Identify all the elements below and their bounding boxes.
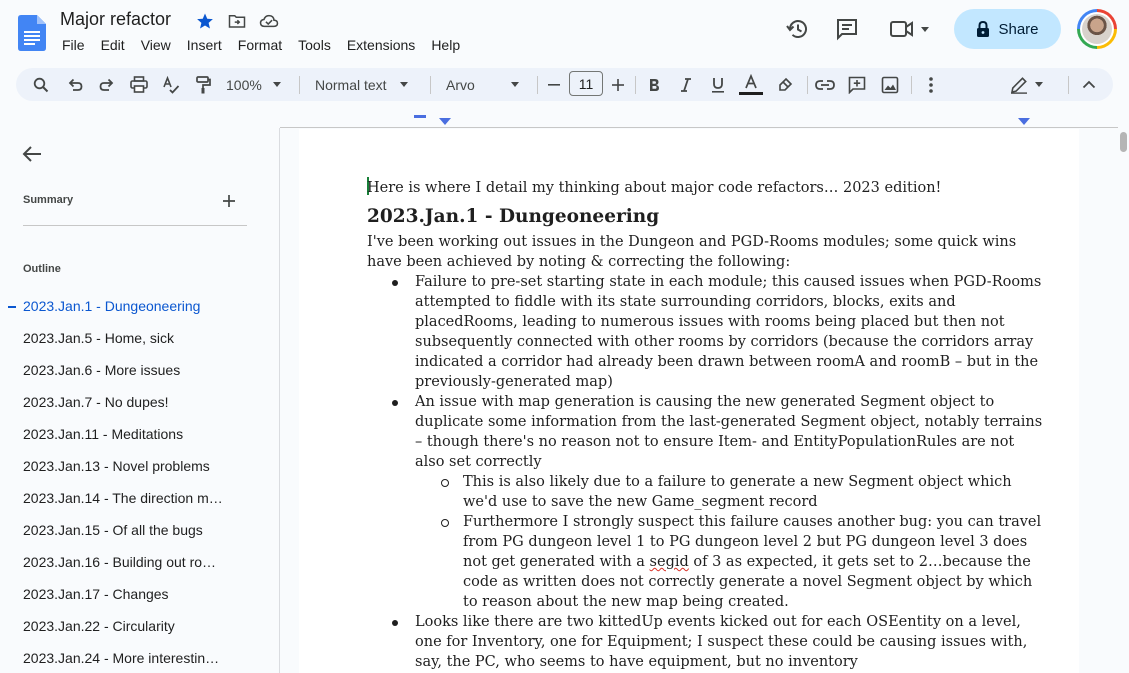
italic-icon[interactable] — [675, 68, 697, 101]
body-paragraph[interactable]: I've been working out issues in the Dungeon and PGD-Rooms modules; some quick wins have been achieved by noting & correcting the following: — [367, 234, 1017, 270]
redo-icon[interactable] — [96, 68, 118, 101]
editing-mode-icon[interactable] — [1006, 68, 1046, 101]
menu-bar — [54, 36, 468, 54]
text-color-icon[interactable] — [738, 68, 764, 101]
menu-format[interactable]: Format — [237, 37, 283, 53]
list-item[interactable]: Looks like there are two kittedUp events kicked out for each OSEentity on a level, one for Inventory, one for Equipment; I suspect these could be causing issues with, say, the PC, who seems to have equipment, but no inventory — [367, 612, 1047, 672]
ruler-right-indent[interactable] — [1018, 118, 1030, 125]
comments-icon[interactable] — [834, 16, 860, 42]
title-bar — [0, 0, 1129, 64]
outline-item[interactable]: 2023.Jan.13 - Novel problems — [23, 458, 210, 474]
insert-link-icon[interactable] — [813, 68, 837, 101]
summary-divider — [23, 225, 247, 226]
intro-paragraph[interactable] — [367, 177, 1047, 198]
misspelled-word[interactable]: segid — [649, 554, 689, 570]
outline-item[interactable]: 2023.Jan.14 - The direction m… — [23, 490, 223, 506]
insert-image-icon[interactable] — [878, 68, 902, 101]
outline-item[interactable]: 2023.Jan.22 - Circularity — [23, 618, 175, 634]
outline-item[interactable]: 2023.Jan.5 - Home, sick — [23, 330, 174, 346]
menu-tools[interactable]: Tools — [298, 37, 331, 53]
list-item-text: An issue with map generation is causing the new generated Segment object to duplicate some information from the last-generated Segment object, notably terrains – though there's no reason not to ensure Item- and EntityPopulationRules are not also set correctly — [415, 394, 1043, 470]
document-body[interactable] — [367, 177, 1047, 672]
bold-icon[interactable] — [643, 68, 665, 101]
version-history-icon[interactable] — [785, 16, 811, 42]
collapse-menus-icon[interactable] — [1078, 68, 1100, 101]
google-docs-icon[interactable] — [18, 15, 46, 51]
zoom-value: 100% — [226, 76, 262, 93]
scrollbar-thumb[interactable] — [1120, 132, 1127, 152]
sub-bullet-list — [415, 472, 1047, 612]
outline-item[interactable]: 2023.Jan.11 - Meditations — [23, 426, 184, 442]
sub-list-item[interactable]: This is also likely due to a failure to generate a new Segment object which we'd use to save the new Game_segment record — [415, 472, 1047, 512]
add-summary-icon[interactable] — [220, 192, 238, 210]
document-page[interactable] — [299, 129, 1079, 673]
print-icon[interactable] — [128, 68, 150, 101]
ruler-first-line-indent[interactable] — [414, 115, 426, 118]
font-select[interactable] — [446, 68, 526, 101]
lock-icon — [976, 21, 990, 38]
menu-insert[interactable]: Insert — [186, 37, 222, 53]
list-item[interactable] — [367, 392, 1047, 612]
menu-view[interactable]: View — [140, 37, 171, 53]
outline-item[interactable]: 2023.Jan.17 - Changes — [23, 586, 169, 602]
section-heading[interactable]: 2023.Jan.1 - Dungeoneering — [367, 206, 660, 227]
title-actions — [192, 10, 282, 32]
sub-list-item-text-a: Furthermore I strongly suspect this failure causes another bug: you can travel from PG dungeon level 1 to PG dungeon level 2 but PG dungeon level 3 does not get generated with a — [463, 514, 1042, 570]
account-avatar[interactable] — [1077, 9, 1117, 49]
decrease-font-size-button[interactable] — [545, 68, 563, 101]
share-label: Share — [998, 20, 1039, 38]
highlight-color-icon[interactable] — [774, 68, 796, 101]
add-comment-icon[interactable] — [845, 68, 869, 101]
vertical-scrollbar[interactable] — [1118, 128, 1129, 673]
font-size-input[interactable]: 11 — [569, 71, 603, 96]
formatting-toolbar — [16, 68, 1113, 101]
intro-text: Here is where I detail my thinking about major code refactors… 2023 edition! — [367, 180, 942, 196]
document-outline-panel — [0, 128, 280, 673]
move-to-folder-icon[interactable] — [224, 10, 250, 32]
meet-camera-icon[interactable] — [889, 16, 935, 42]
document-canvas[interactable] — [281, 129, 1118, 673]
sub-list-item-text-b: of 3 as expected, it gets set to 2…because the code as written does not correctly generate a novel Segment object by which to reason about the new map being created. — [463, 554, 1033, 610]
paint-format-icon[interactable] — [192, 68, 214, 101]
menu-edit[interactable]: Edit — [100, 37, 125, 53]
summary-heading: Summary — [23, 194, 74, 206]
outline-list — [0, 296, 279, 673]
search-menus-icon[interactable] — [30, 68, 52, 101]
spellcheck-icon[interactable] — [160, 68, 182, 101]
undo-icon[interactable] — [64, 68, 86, 101]
document-title[interactable]: Major refactor — [60, 9, 172, 29]
menu-help[interactable]: Help — [431, 37, 461, 53]
outline-item[interactable]: 2023.Jan.7 - No dupes! — [23, 394, 169, 410]
bullet-list — [367, 272, 1047, 672]
star-icon[interactable] — [192, 10, 218, 32]
paragraph-style-value: Normal text — [315, 76, 387, 93]
list-item[interactable]: Failure to pre-set starting state in each module; this caused issues when PGD-Rooms attempted to fiddle with its state surrounding corridors, blocks, exits and placedRooms, leading to numerous issues with rooms being placed but then not subsequently connected with other rooms by corridors (because the corridors array indicated a corridor had already been drawn between roomA and roomB – but in the previously-generated map) — [367, 272, 1047, 392]
outline-heading: Outline — [23, 263, 61, 275]
ruler-left-indent[interactable] — [439, 118, 451, 125]
paragraph-style-select[interactable] — [315, 68, 419, 101]
menu-file[interactable]: File — [62, 37, 85, 53]
cloud-saved-icon[interactable] — [256, 10, 282, 32]
back-arrow-icon[interactable] — [22, 144, 44, 166]
share-button[interactable] — [954, 9, 1061, 49]
zoom-select[interactable] — [226, 68, 292, 101]
outline-item[interactable]: 2023.Jan.1 - Dungeoneering — [0, 296, 279, 328]
outline-item[interactable]: 2023.Jan.24 - More interestin… — [23, 650, 220, 666]
increase-font-size-button[interactable] — [609, 68, 627, 101]
sub-list-item[interactable] — [415, 512, 1047, 612]
outline-item[interactable]: 2023.Jan.6 - More issues — [23, 362, 181, 378]
outline-item[interactable]: 2023.Jan.15 - Of all the bugs — [23, 522, 203, 538]
more-options-icon[interactable] — [921, 68, 941, 101]
font-value: Arvo — [446, 76, 475, 93]
horizontal-ruler[interactable] — [280, 108, 1118, 128]
menu-extensions[interactable]: Extensions — [346, 37, 416, 53]
outline-item[interactable]: 2023.Jan.16 - Building out ro… — [23, 554, 217, 570]
underline-icon[interactable] — [707, 68, 729, 101]
